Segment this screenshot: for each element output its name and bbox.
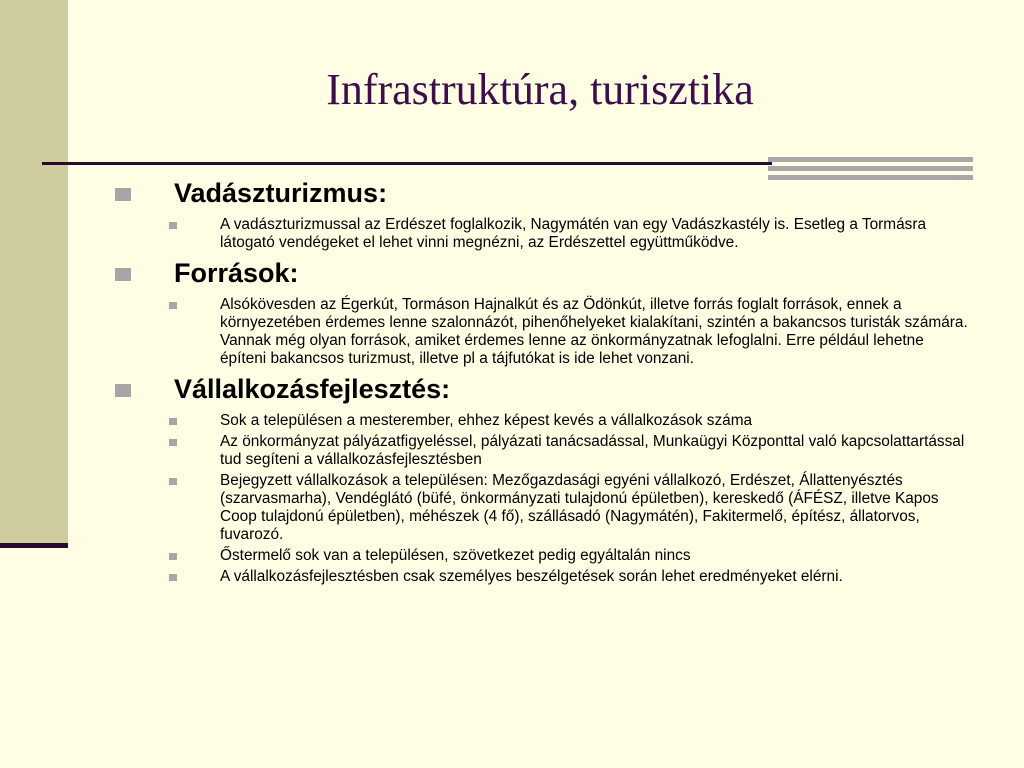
list-item [112,568,972,586]
slide-title: Infrastruktúra, turisztika [326,65,754,114]
section-heading-text: Vállalkozásfejlesztés: [174,374,451,404]
list-item-text: Őstermelő sok van a településen, szövetkezet pedig egyáltalán nincs [220,547,691,564]
small-square-bullet-icon [169,478,177,485]
section-heading [112,372,972,406]
section-vallalkozasfejlesztes [112,372,972,586]
small-square-bullet-icon [169,439,177,446]
square-bullet-icon [115,384,131,397]
title-underline [42,162,772,165]
list-item-text: Bejegyzett vállalkozások a településen: Mezőgazdasági egyéni vállalkozó, Erdészet, Állattenyésztés (szarvasmarha), Vendéglátó (büfé, önkormányzati tulajdonú épületben), kereskedő (ÁFÉSZ, illetve Kapos Coop tulajdonú épületben), méhészek (4 fő), szállásadó (Nagymátén), Fakitermelő, építész, állatorvos, fuvarozó. [220,472,939,543]
list-item-text: A vadászturizmussal az Erdészet foglalkozik, Nagymátén van egy Vadászkastély is. Esetleg a Tormásra látogató vendégeket el lehet vinni megnézni, az Erdészettel együttműködve. [220,216,927,251]
list-item [112,216,972,252]
square-bullet-icon [115,268,131,281]
list-item-text: Az önkormányzat pályázatfigyeléssel, pályázati tanácsadással, Munkaügyi Központtal való kapcsolattartással tud segíteni a vállalkozásfejlesztésben [220,433,965,468]
section-heading-text: Források: [174,258,299,288]
small-square-bullet-icon [169,418,177,425]
section-vadaszturizmus [112,176,972,252]
bullet-list [112,216,972,252]
list-item [112,472,972,544]
section-forrasok [112,256,972,368]
small-square-bullet-icon [169,302,177,309]
section-heading [112,176,972,210]
list-item [112,296,972,368]
list-item-text: Alsókövesden az Égerkút, Tormáson Hajnalkút és az Ödönkút, illetve forrás foglalt források, ennek a környezetében érdemes lenne szalonnázót, pihenőhelyeket kialakítani, szintén a bakancsos turisták számára. Vannak még olyan források, amiket érdemes lenne az önkormányzatnak lefoglalni. Erre például lehetne építeni bakancsos turizmust, illetve pl a tájfutókat is ide lehet vonzani. [220,296,968,367]
list-item-text: Sok a településen a mesterember, ehhez képest kevés a vállalkozások száma [220,412,753,429]
square-bullet-icon [115,188,131,201]
left-decorative-rule [0,543,68,548]
bullet-list [112,412,972,586]
bullet-list [112,296,972,368]
small-square-bullet-icon [169,222,177,229]
section-heading [112,256,972,290]
list-item [112,547,972,565]
list-item [112,412,972,430]
small-square-bullet-icon [169,574,177,581]
list-item-text: A vállalkozásfejlesztésben csak személyes beszélgetések során lehet eredményeket elérni. [220,568,843,585]
small-square-bullet-icon [169,553,177,560]
section-heading-text: Vadászturizmus: [174,178,388,208]
slide-content [112,176,972,590]
list-item [112,433,972,469]
